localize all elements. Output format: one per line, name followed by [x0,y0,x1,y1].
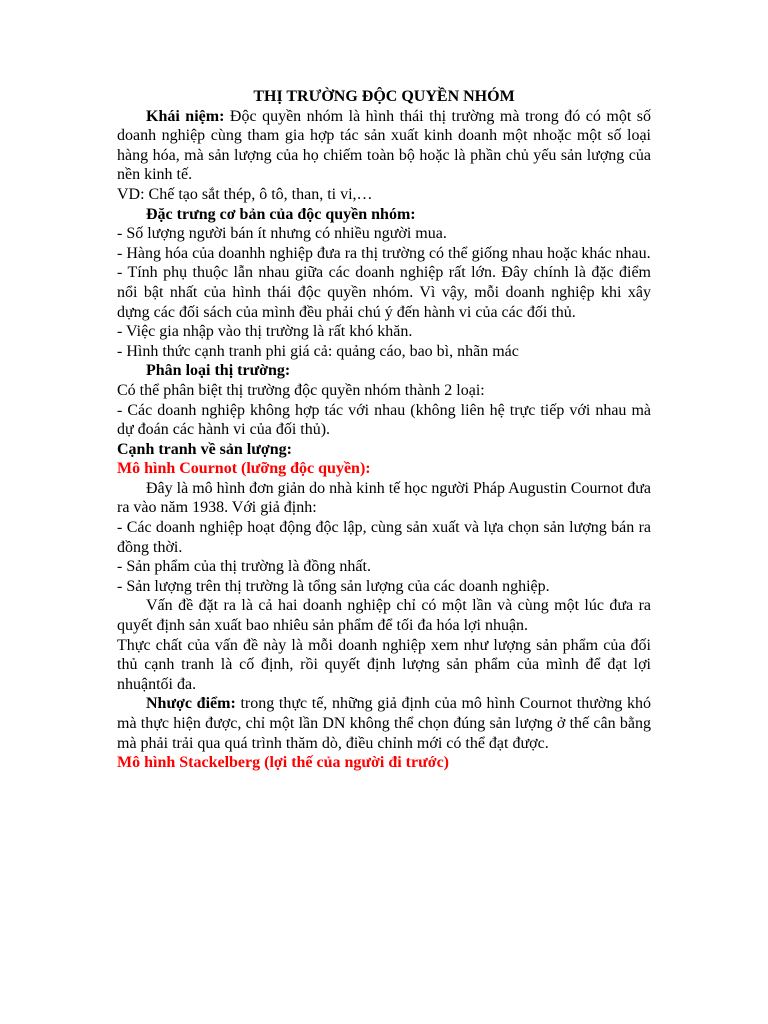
cournot-intro: Đây là mô hình đơn giản do nhà kinh tế học người Pháp Augustin Cournot đưa ra vào năm 1938. Với giả định: [117,479,651,517]
weakness-text: trong thực tế, những giả định của mô hình Cournot thường khó mà thực hiện được, chỉ một lần DN không thể chọn đúng sản lượng ở thế cân bằng mà phải trải qua quá trình thăm dò, điều chỉnh mới có thể đạt được. [117,695,651,752]
competition-heading: Cạnh tranh về sản lượng: [117,440,292,458]
example-line: VD: Chế tạo sắt thép, ô tô, than, ti vi,… [117,185,373,203]
feature-item: - Số lượng người bán ít nhưng có nhiều người mua. [117,225,447,243]
document-page [117,87,651,773]
assumption-item: - Sản lượng trên thị trường là tổng sản lượng của các doanh nghiệp. [117,577,550,595]
definition-text: Độc quyền nhóm là hình thái thị trường mà trong đó có một số doanh nghiệp cùng tham gia hợp tác sản xuất kinh doanh một nhoặc một số loại hàng hóa, mà sản lượng của họ chiếm toàn bộ hoặc là phần chủ yếu sản lượng của nền kinh tế. [117,107,652,184]
assumption-item: - Các doanh nghiệp hoạt động độc lập, cùng sản xuất và lựa chọn sản lượng bán ra đồng thời. [117,519,651,556]
feature-item: - Việc gia nhập vào thị trường là rất khó khăn. [117,323,413,341]
essence-paragraph: Thực chất của vấn đề này là mỗi doanh nghiệp xem như lượng sản phẩm của đối thủ cạnh tranh là cố định, rồi quyết định lượng sản phẩm của mình để đạt lợi nhuậntối đa. [117,636,651,693]
definition-paragraph [117,107,651,185]
stackelberg-heading: Mô hình Stackelberg (lợi thế của người đi trước) [117,754,449,772]
features-heading: Đặc trưng cơ bản của độc quyền nhóm: [146,205,416,223]
classification-heading: Phân loại thị trường: [146,362,291,380]
assumption-item: - Sản phẩm của thị trường là đồng nhất. [117,558,371,576]
feature-item: - Tính phụ thuộc lẫn nhau giữa các doanh nghiệp rất lớn. Đây chính là đặc điểm nổi bật nhất của hình thái độc quyền nhóm. Vì vậy, mỗi doanh nghiệp khi xây dựng các đối sách của mình đều phải chú ý đến hành vi của các đối thủ. [117,264,651,321]
cournot-heading: Mô hình Cournot (lưỡng độc quyền): [117,460,371,478]
definition-label: Khái niệm: [146,107,225,125]
feature-item: - Hàng hóa của doanhh nghiệp đưa ra thị trường có thể giống nhau hoặc khác nhau. [117,244,651,262]
classification-item: - Các doanh nghiệp không hợp tác với nhau (không liên hệ trực tiếp với nhau mà dự đoán các hành vi của đối thủ). [117,401,651,439]
weakness-label: Nhược điểm: [146,695,236,713]
feature-item: - Hình thức cạnh tranh phi giá cả: quảng cáo, bao bì, nhãn mác [117,342,519,360]
classification-intro: Có thể phân biệt thị trường độc quyền nhóm thành 2 loại: [117,381,485,399]
problem-paragraph: Vấn đề đặt ra là cả hai doanh nghiệp chỉ có một lần và cùng một lúc đưa ra quyết định sản xuất bao nhiêu sản phẩm để tối đa hóa lợi nhuận. [117,597,651,635]
weakness-paragraph [117,694,651,753]
document-title: THỊ TRƯỜNG ĐỘC QUYỀN NHÓM [253,88,515,105]
